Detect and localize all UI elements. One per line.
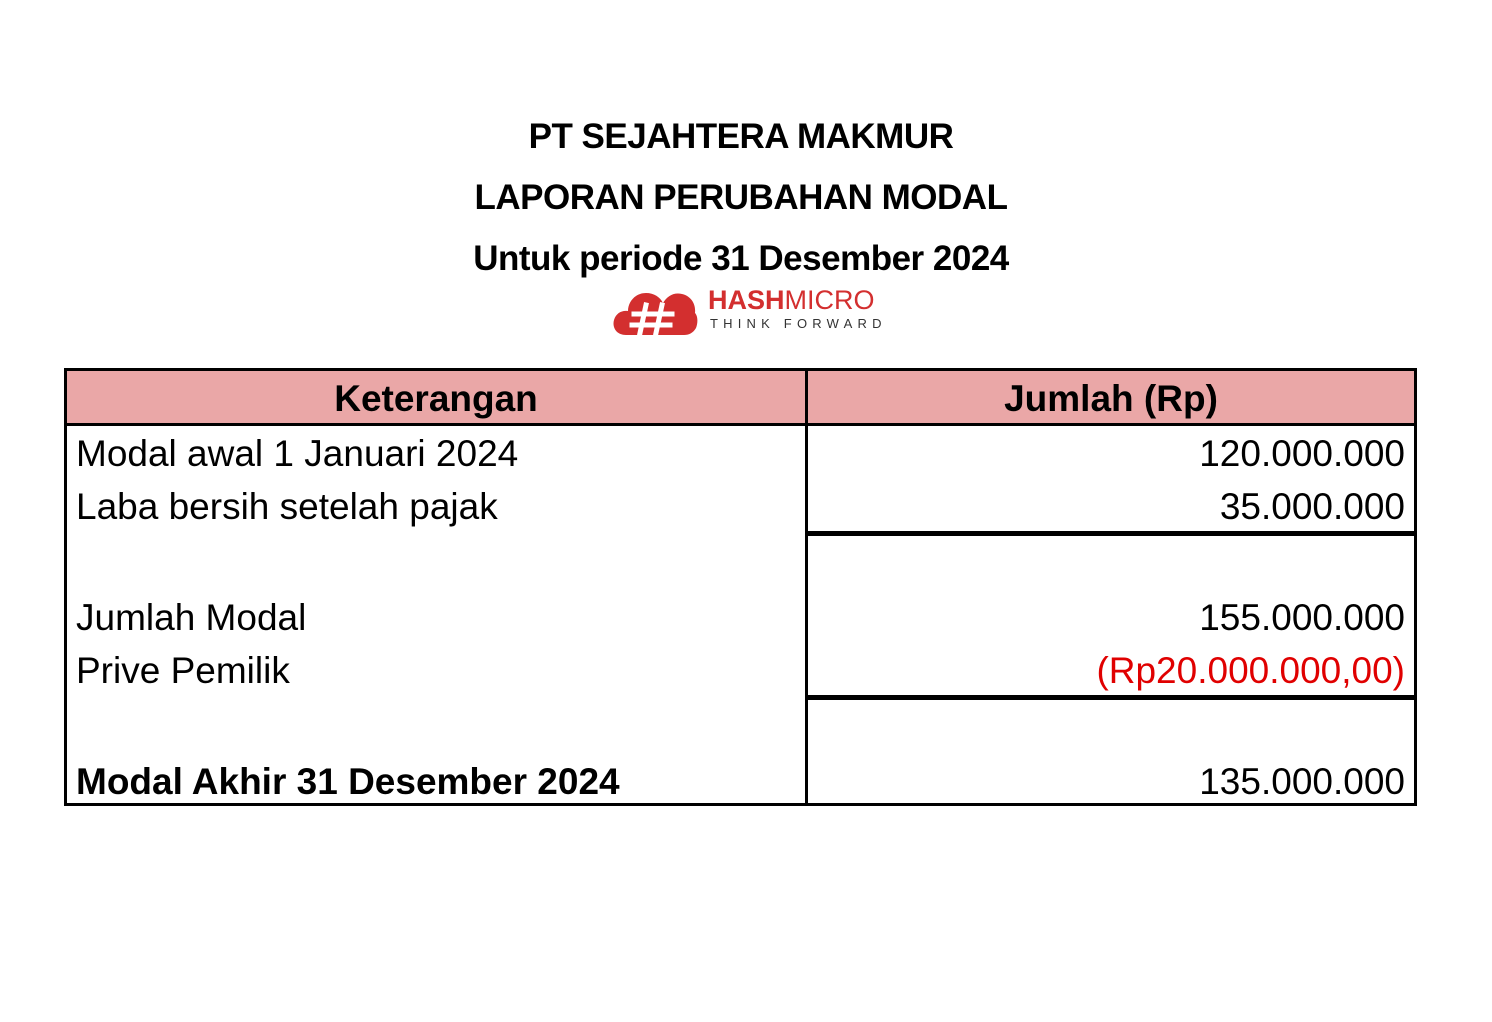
report-name: LAPORAN PERUBAHAN MODAL (474, 178, 1008, 217)
row-label-laba-bersih: Laba bersih setelah pajak (76, 486, 498, 527)
row-value-jumlah-modal: 155.000.000 (1199, 597, 1405, 638)
report-period: Untuk periode 31 Desember 2024 (473, 239, 1009, 278)
row-label-prive-pemilik: Prive Pemilik (76, 650, 290, 691)
hashmicro-cloud-hash-icon (612, 283, 698, 339)
column-header-keterangan: Keterangan (334, 378, 538, 419)
row-label-modal-awal: Modal awal 1 Januari 2024 (76, 433, 519, 474)
row-value-laba-bersih: 35.000.000 (1219, 486, 1405, 527)
row-value-modal-akhir: 135.000.000 (1199, 761, 1405, 802)
hashmicro-logo (612, 283, 912, 339)
logo-brand-micro: MICRO (784, 285, 875, 315)
row-value-modal-awal: 120.000.000 (1199, 433, 1405, 474)
column-header-jumlah: Jumlah (Rp) (1004, 378, 1218, 419)
row-label-jumlah-modal: Jumlah Modal (76, 597, 307, 638)
row-value-prive-pemilik: (Rp20.000.000,00) (1096, 650, 1405, 691)
logo-brand-hash: HASH (708, 285, 785, 315)
column-divider (805, 371, 808, 803)
logo-tagline: THINK FORWARD (710, 316, 887, 331)
company-name: PT SEJAHTERA MAKMUR (528, 117, 954, 156)
report-title-block (0, 106, 1482, 289)
table-header-row (67, 371, 1414, 426)
subtotal-rule-1 (808, 531, 1414, 536)
row-label-modal-akhir: Modal Akhir 31 Desember 2024 (76, 761, 620, 802)
subtotal-rule-2 (808, 695, 1414, 700)
capital-change-table (64, 368, 1417, 806)
logo-brand-name (708, 285, 875, 315)
